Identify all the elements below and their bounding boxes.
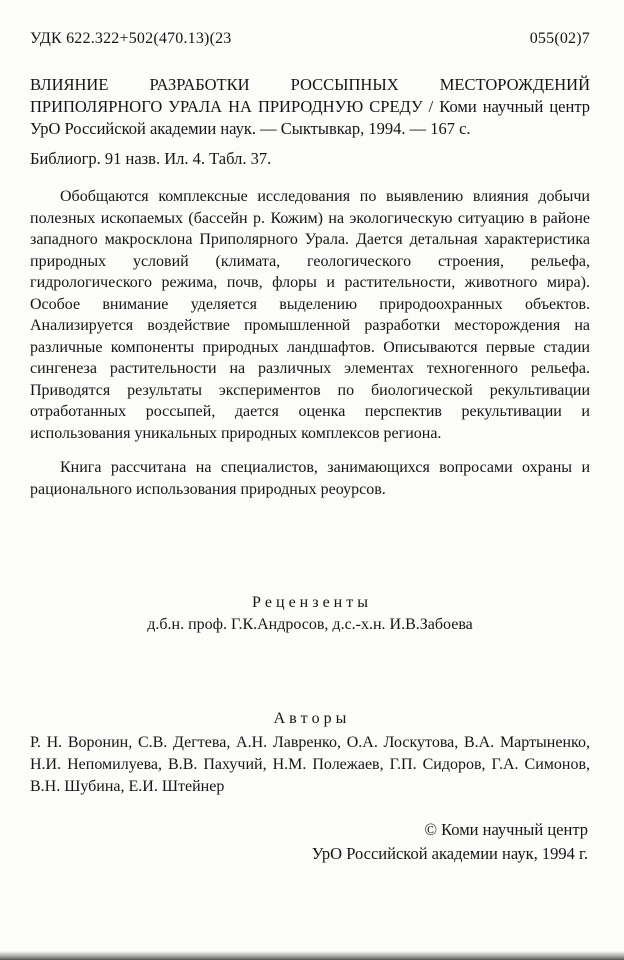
bibliographic-entry: ВЛИЯНИЕ РАЗРАБОТКИ РОССЫПНЫХ МЕСТОРОЖДЕНИЙ ПРИПОЛЯРНОГО УРАЛА НА ПРИРОДНУЮ СРЕДУ / Коми научный центр УрО Российской академии наук. — Сыктывкар, 1994. — 167 с. bbox=[30, 75, 590, 138]
reviewers-section bbox=[30, 592, 590, 636]
abstract-paragraph-1: Обобщаются комплексные исследования по выявлению влияния добычи полезных ископаемых (бассейн р. Кожим) на экологическую ситуацию в районе западного макросклона Приполярного Урала. Дается детальная характеристика природных условий (климата, геологического строения, рельефа, гидрологического режима, почв, флоры и растительности, животного мира). Особое внимание уделяется выделению природоохранных объектов. Анализируется воздействие промышленной разработки месторождения на различные компоненты природных ландшафтов. Описываются первые стадии сингенеза растительности на различных элементах техногенного рельефа. Приводятся результаты экспериментов по биологической рекультивации отработанных россыпей, дается оценка перспектив рекультивации и использования уникальных природных комплексов региона. bbox=[30, 188, 590, 442]
authors-heading: А в т о р ы bbox=[273, 710, 347, 727]
abstract-paragraph-2: Книга рассчитана на специалистов, занимающихся вопросами охраны и рационального использования природных реоурсов. bbox=[30, 459, 590, 498]
reviewers-names: д.б.н. проф. Г.К.Андросов, д.с.-х.н. И.В.Забоева bbox=[147, 616, 473, 633]
publisher-code: 055(02)7 bbox=[529, 30, 590, 47]
classification-header bbox=[30, 30, 590, 48]
copyright-line-2: УрО Российской академии наук, 1994 г. bbox=[311, 844, 588, 863]
udk-number: УДК 622.322+502(470.13)(23 bbox=[30, 30, 232, 47]
reviewers-heading: Р е ц е н з е н т ы bbox=[252, 594, 368, 611]
scan-bottom-shadow bbox=[0, 951, 624, 960]
bibliography-note: Библиогр. 91 назв. Ил. 4. Табл. 37. bbox=[30, 149, 272, 168]
authors-names: Р. Н. Воронин, С.В. Дегтева, А.Н. Лавренко, О.А. Лоскутова, В.А. Мартыненко, Н.И. Непомилуева, В.В. Пахучий, Н.М. Полежаев, Г.П. Сидоров, Г.А. Симонов, В.Н. Шубина, Е.И. Штейнер bbox=[30, 734, 590, 795]
copyright-line-1: © Коми научный центр bbox=[424, 820, 588, 839]
copyright-section bbox=[30, 818, 590, 866]
authors-section bbox=[30, 708, 590, 798]
